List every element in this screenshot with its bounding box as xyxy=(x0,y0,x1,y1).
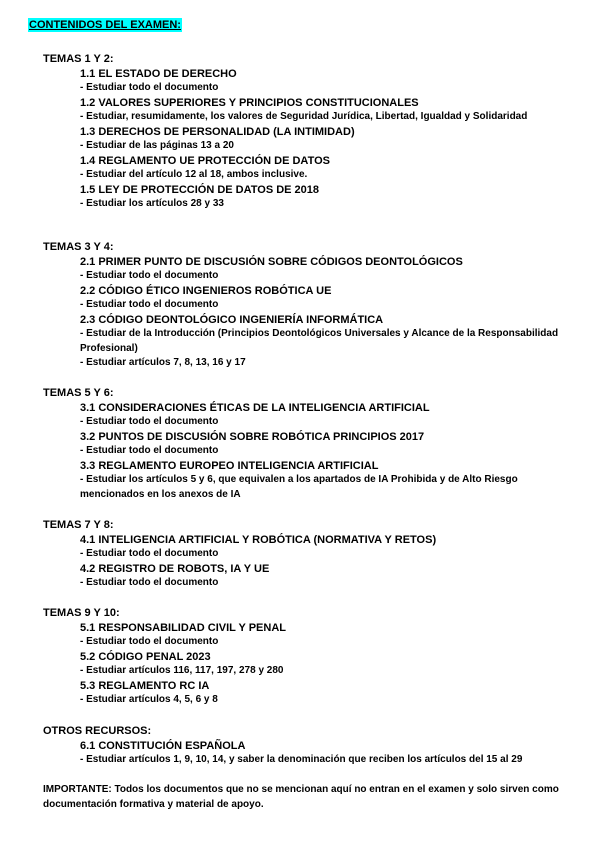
topic-1-4: 1.4 REGLAMENTO UE PROTECCIÓN DE DATOS xyxy=(80,154,330,167)
section-heading: TEMAS 1 Y 2: xyxy=(43,53,114,65)
note: - Estudiar todo el documento xyxy=(80,577,219,588)
topic-5-3: 5.3 REGLAMENTO RC IA xyxy=(80,679,210,692)
section-heading: TEMAS 3 Y 4: xyxy=(43,241,114,253)
note: - Estudiar todo el documento xyxy=(80,636,219,647)
section-heading: OTROS RECURSOS: xyxy=(43,725,152,737)
topic-4-2: 4.2 REGISTRO DE ROBOTS, IA Y UE xyxy=(80,562,270,575)
topic-1-2: 1.2 VALORES SUPERIORES Y PRINCIPIOS CONSTITUCIONALES xyxy=(80,96,419,109)
important-note: IMPORTANTE: Todos los documentos que no se mencionan aquí no entran en el examen y solo sirven como documentación formativa y material de apoyo. xyxy=(43,784,559,810)
topic-6-1: 6.1 CONSTITUCIÓN ESPAÑOLA xyxy=(80,739,246,752)
section-temas-3-4 xyxy=(43,240,573,371)
note: - Estudiar todo el documento xyxy=(80,82,219,93)
topic-2-2: 2.2 CÓDIGO ÉTICO INGENIEROS ROBÓTICA UE xyxy=(80,284,332,297)
note: - Estudiar todo el documento xyxy=(80,299,219,310)
topic-3-1: 3.1 CONSIDERACIONES ÉTICAS DE LA INTELIGENCIA ARTIFICIAL xyxy=(80,401,430,414)
section-temas-7-8 xyxy=(43,518,573,591)
section-temas-5-6 xyxy=(43,386,573,502)
note: - Estudiar artículos 1, 9, 10, 14, y saber la denominación que reciben los artículos del 15 al 29 xyxy=(80,754,523,765)
document-title: CONTENIDOS DEL EXAMEN: xyxy=(29,19,181,31)
note: - Estudiar de las páginas 13 a 20 xyxy=(80,140,234,151)
note: - Estudiar artículos 7, 8, 13, 16 y 17 xyxy=(80,357,246,368)
topic-3-2: 3.2 PUNTOS DE DISCUSIÓN SOBRE ROBÓTICA PRINCIPIOS 2017 xyxy=(80,430,425,443)
note: - Estudiar los artículos 28 y 33 xyxy=(80,198,224,209)
note: - Estudiar todo el documento xyxy=(80,445,219,456)
topic-1-3: 1.3 DERECHOS DE PERSONALIDAD (LA INTIMIDAD) xyxy=(80,125,355,138)
section-heading: TEMAS 9 Y 10: xyxy=(43,607,120,619)
note: - Estudiar, resumidamente, los valores de Seguridad Jurídica, Libertad, Igualdad y Solidaridad xyxy=(80,111,528,122)
section-temas-1-2 xyxy=(43,52,573,212)
topic-3-3: 3.3 REGLAMENTO EUROPEO INTELIGENCIA ARTIFICIAL xyxy=(80,459,379,472)
topic-4-1: 4.1 INTELIGENCIA ARTIFICIAL Y ROBÓTICA (NORMATIVA Y RETOS) xyxy=(80,533,437,546)
topic-5-2: 5.2 CÓDIGO PENAL 2023 xyxy=(80,650,211,663)
topic-2-1: 2.1 PRIMER PUNTO DE DISCUSIÓN SOBRE CÓDIGOS DEONTOLÓGICOS xyxy=(80,255,463,268)
note: - Estudiar todo el documento xyxy=(80,270,219,281)
topic-5-1: 5.1 RESPONSABILIDAD CIVIL Y PENAL xyxy=(80,621,286,634)
note: - Estudiar del artículo 12 al 18, ambos inclusive. xyxy=(80,169,308,180)
topic-1-1: 1.1 EL ESTADO DE DERECHO xyxy=(80,67,237,80)
section-otros-recursos xyxy=(43,724,573,768)
section-heading: TEMAS 7 Y 8: xyxy=(43,519,114,531)
section-heading: TEMAS 5 Y 6: xyxy=(43,387,114,399)
note: - Estudiar los artículos 5 y 6, que equivalen a los apartados de IA Prohibida y de Alto Riesgo mencionados en los anexos de IA xyxy=(80,474,518,500)
section-temas-9-10 xyxy=(43,606,573,708)
note: - Estudiar de la Introducción (Principios Deontológicos Universales y Alcance de la Responsabilidad Profesional) xyxy=(80,328,559,354)
note: - Estudiar todo el documento xyxy=(80,416,219,427)
note: - Estudiar artículos 116, 117, 197, 278 y 280 xyxy=(80,665,284,676)
note: - Estudiar todo el documento xyxy=(80,548,219,559)
topic-2-3: 2.3 CÓDIGO DEONTOLÓGICO INGENIERÍA INFORMÁTICA xyxy=(80,313,384,326)
topic-1-5: 1.5 LEY DE PROTECCIÓN DE DATOS DE 2018 xyxy=(80,183,320,196)
note: - Estudiar artículos 4, 5, 6 y 8 xyxy=(80,694,218,705)
